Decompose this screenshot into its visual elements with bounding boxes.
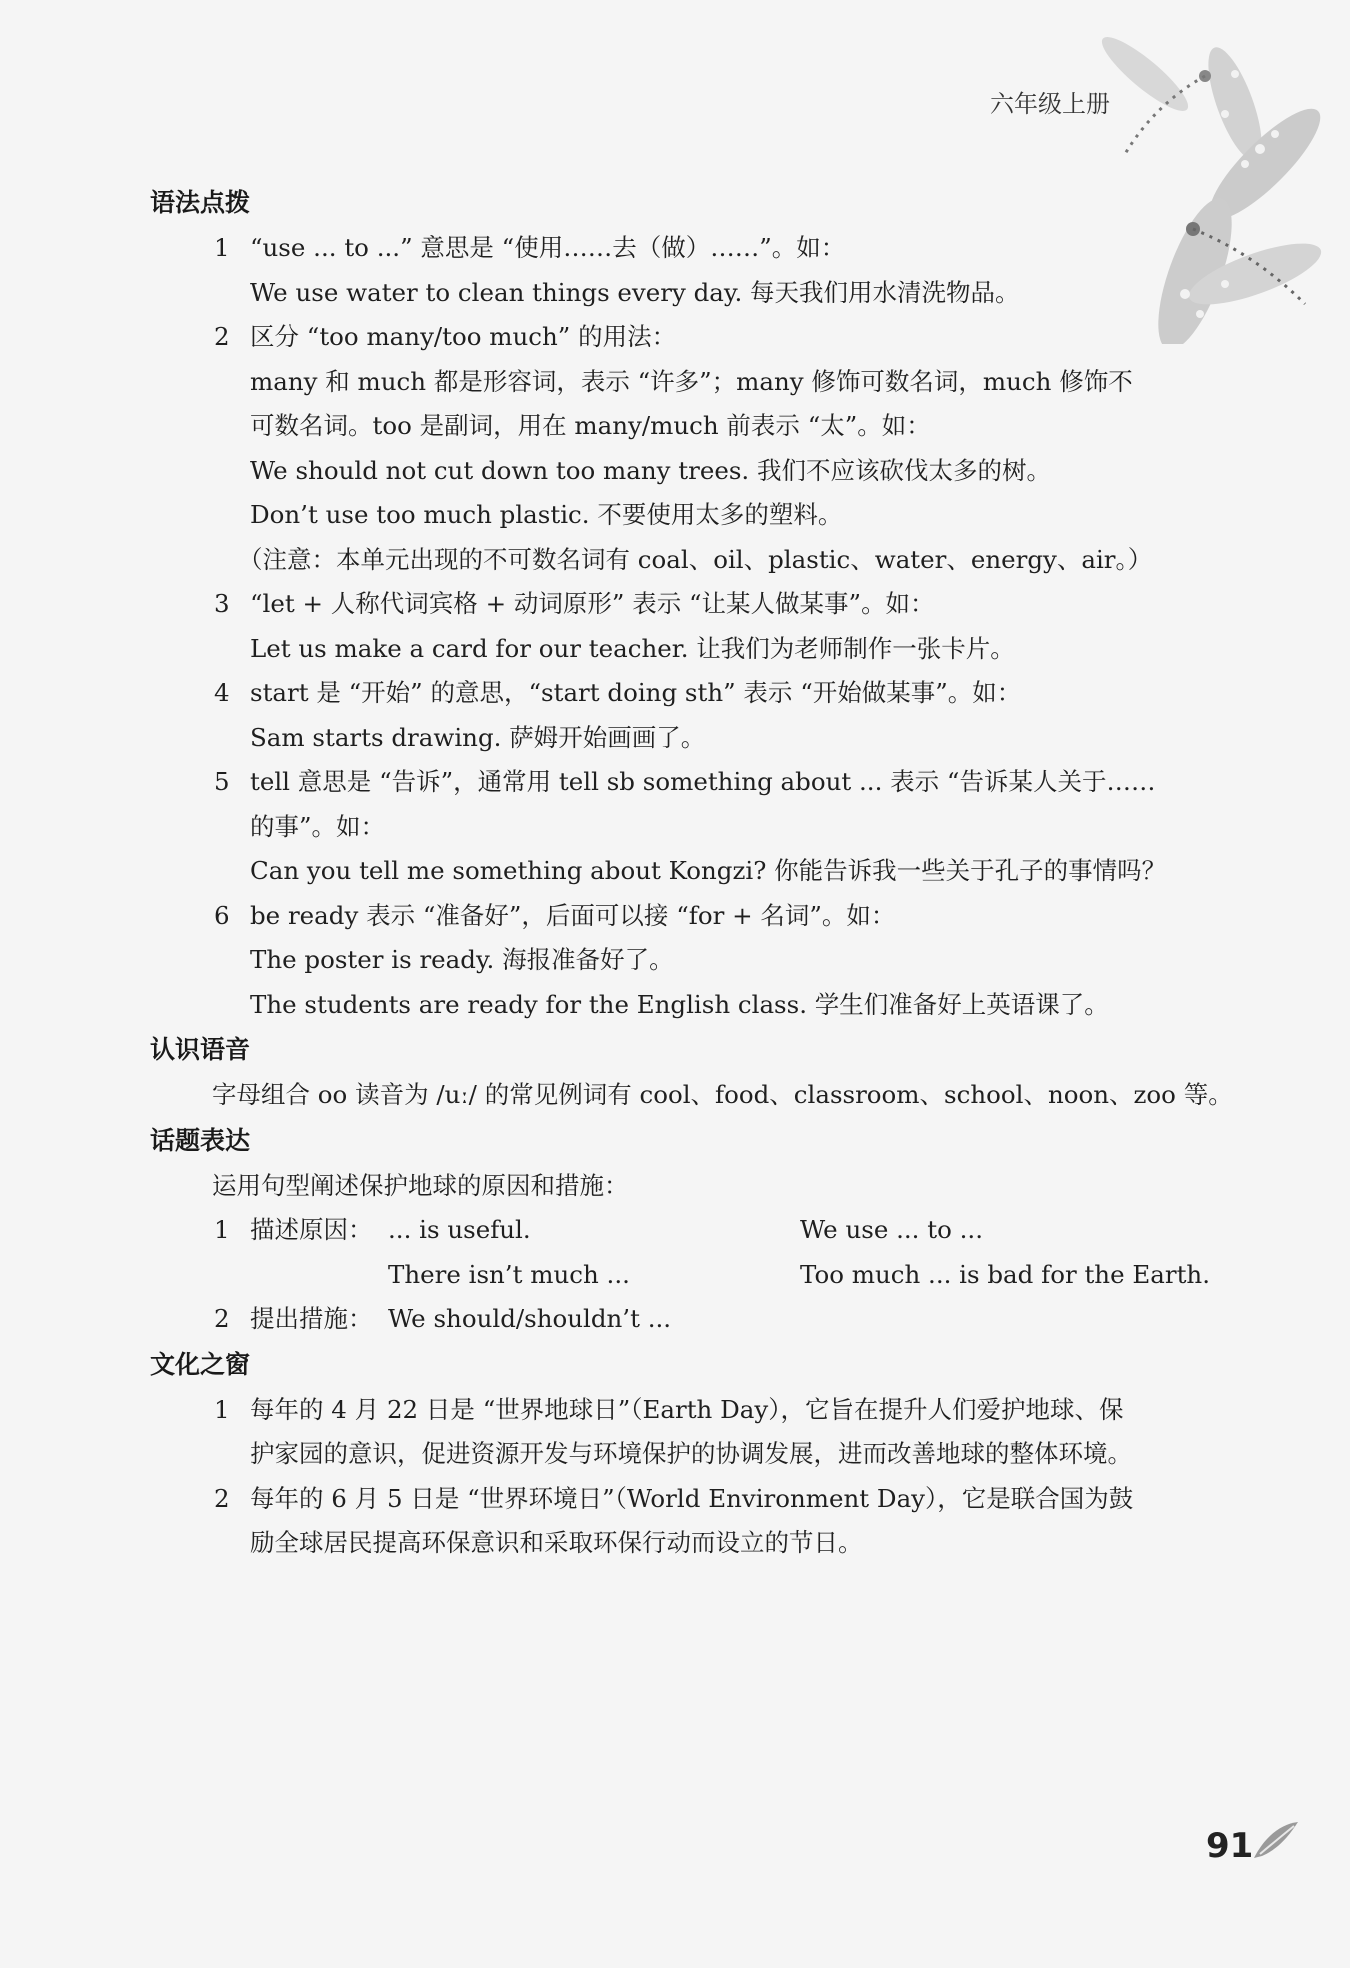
culture-item-1-cont bbox=[150, 1432, 1230, 1477]
topic-intro-text: 运用句型阐述保护地球的原因和措施： bbox=[212, 1170, 629, 1200]
section-title-culture: 文化之窗 bbox=[150, 1349, 251, 1379]
item-number: 3 bbox=[214, 589, 230, 618]
grammar-explanation bbox=[150, 404, 1230, 449]
phonics-body: 字母组合 oo 读音为 /uː/ 的常见例词有 cool、food、classroom、school、noon、zoo 等。 bbox=[212, 1080, 1233, 1109]
grammar-explanation bbox=[150, 805, 1230, 850]
phonics-text bbox=[150, 1073, 1233, 1118]
item-number: 6 bbox=[214, 900, 230, 930]
grammar-example bbox=[150, 271, 1230, 316]
page-content bbox=[150, 180, 1233, 1566]
grammar-item-1 bbox=[150, 226, 1230, 271]
item-text: “use ... to ...” 意思是 “使用……去（做）……”。如： bbox=[250, 233, 846, 262]
example-text: We should not cut down too many trees. 我们不应该砍伐太多的树。 bbox=[250, 455, 1052, 485]
section-title-phonics: 认识语音 bbox=[150, 1035, 251, 1064]
sentence-pattern: We use ... to ... bbox=[800, 1215, 984, 1244]
item-text: 励全球居民提高环保意识和采取环保行动而设立的节日。 bbox=[250, 1528, 863, 1557]
grammar-example bbox=[150, 983, 1230, 1028]
item-number: 5 bbox=[214, 767, 230, 796]
item-text: “let + 人称代词宾格 + 动词原形” 表示 “让某人做某事”。如： bbox=[250, 589, 935, 618]
sentence-pattern: There isn’t much ... bbox=[388, 1259, 630, 1289]
sentence-pattern: Too much ... is bad for the Earth. bbox=[800, 1259, 1210, 1289]
item-number: 2 bbox=[214, 1483, 230, 1513]
item-number: 4 bbox=[214, 678, 230, 707]
item-number: 1 bbox=[214, 1394, 230, 1424]
grammar-example bbox=[150, 716, 1230, 761]
sentence-pattern: ... is useful. bbox=[388, 1215, 531, 1244]
grammar-example bbox=[150, 849, 1230, 894]
example-text: We use water to clean things every day. 每天我们用水清洗物品。 bbox=[250, 277, 1020, 307]
topic-label: 描述原因： bbox=[250, 1215, 373, 1244]
example-text: The poster is ready. 海报准备好了。 bbox=[250, 945, 674, 974]
item-text: 每年的 4 月 22 日是 “世界地球日”（Earth Day），它旨在提升人们爱护地球、保 bbox=[250, 1394, 1124, 1424]
section-title-grammar: 语法点拨 bbox=[150, 188, 251, 217]
culture-item-2-cont bbox=[150, 1521, 1230, 1566]
grammar-item-5 bbox=[150, 760, 1230, 805]
example-text: Can you tell me something about Kongzi? 你能告诉我一些关于孔子的事情吗？ bbox=[250, 856, 1167, 885]
grammar-example bbox=[150, 627, 1230, 672]
item-text: tell 意思是 “告诉”，通常用 tell sb something about ... 表示 “告诉某人关于…… bbox=[250, 767, 1156, 796]
explanation-text: 的事”。如： bbox=[250, 811, 386, 841]
item-text: 区分 “too many/too much” 的用法： bbox=[250, 322, 677, 351]
sentence-pattern: We should/shouldn’t ... bbox=[388, 1304, 672, 1333]
item-number: 2 bbox=[214, 322, 230, 351]
explanation-text: 可数名词。too 是副词，用在 many/much 前表示 “太”。如： bbox=[250, 411, 931, 440]
grammar-item-4 bbox=[150, 671, 1230, 716]
leaf-icon bbox=[1250, 1818, 1302, 1862]
grammar-note bbox=[150, 538, 1230, 583]
grammar-example bbox=[150, 449, 1230, 494]
grammar-explanation bbox=[150, 360, 1230, 405]
topic-item-1 bbox=[150, 1208, 1230, 1253]
item-text: 护家园的意识，促进资源开发与环境保护的协调发展，进而改善地球的整体环境。 bbox=[250, 1439, 1132, 1468]
note-text: （注意：本单元出现的不可数名词有 coal、oil、plastic、water、energy、air。） bbox=[238, 544, 1153, 574]
grammar-item-3 bbox=[150, 582, 1230, 627]
item-text: 每年的 6 月 5 日是 “世界环境日”（World Environment Day），它是联合国为鼓 bbox=[250, 1483, 1134, 1513]
culture-item-1 bbox=[150, 1388, 1230, 1433]
culture-item-2 bbox=[150, 1477, 1230, 1522]
grammar-item-6 bbox=[150, 894, 1230, 939]
grammar-example bbox=[150, 938, 1230, 983]
grammar-item-2 bbox=[150, 315, 1230, 360]
item-text: be ready 表示 “准备好”，后面可以接 “for + 名词”。如： bbox=[250, 900, 896, 930]
example-text: Don’t use too much plastic. 不要使用太多的塑料。 bbox=[250, 500, 843, 529]
topic-intro bbox=[150, 1164, 1230, 1209]
example-text: The students are ready for the English class. 学生们准备好上英语课了。 bbox=[250, 989, 1109, 1019]
item-number: 2 bbox=[214, 1304, 230, 1333]
example-text: Let us make a card for our teacher. 让我们为老师制作一张卡片。 bbox=[250, 633, 1015, 663]
grammar-example bbox=[150, 493, 1230, 538]
example-text: Sam starts drawing. 萨姆开始画画了。 bbox=[250, 722, 706, 752]
grade-label: 六年级上册 bbox=[990, 90, 1110, 118]
topic-label: 提出措施： bbox=[250, 1304, 373, 1333]
explanation-text: many 和 much 都是形容词，表示 “许多”；many 修饰可数名词，much 修饰不 bbox=[250, 366, 1133, 396]
item-number: 1 bbox=[214, 233, 230, 262]
item-number: 1 bbox=[214, 1215, 230, 1244]
page-number: 91 bbox=[1206, 1826, 1254, 1866]
topic-item-2 bbox=[150, 1297, 1230, 1342]
item-text: start 是 “开始” 的意思，“start doing sth” 表示 “开始做某事”。如： bbox=[250, 678, 1022, 707]
topic-item-1-cont bbox=[150, 1253, 1230, 1298]
section-title-topic: 话题表达 bbox=[150, 1125, 251, 1155]
